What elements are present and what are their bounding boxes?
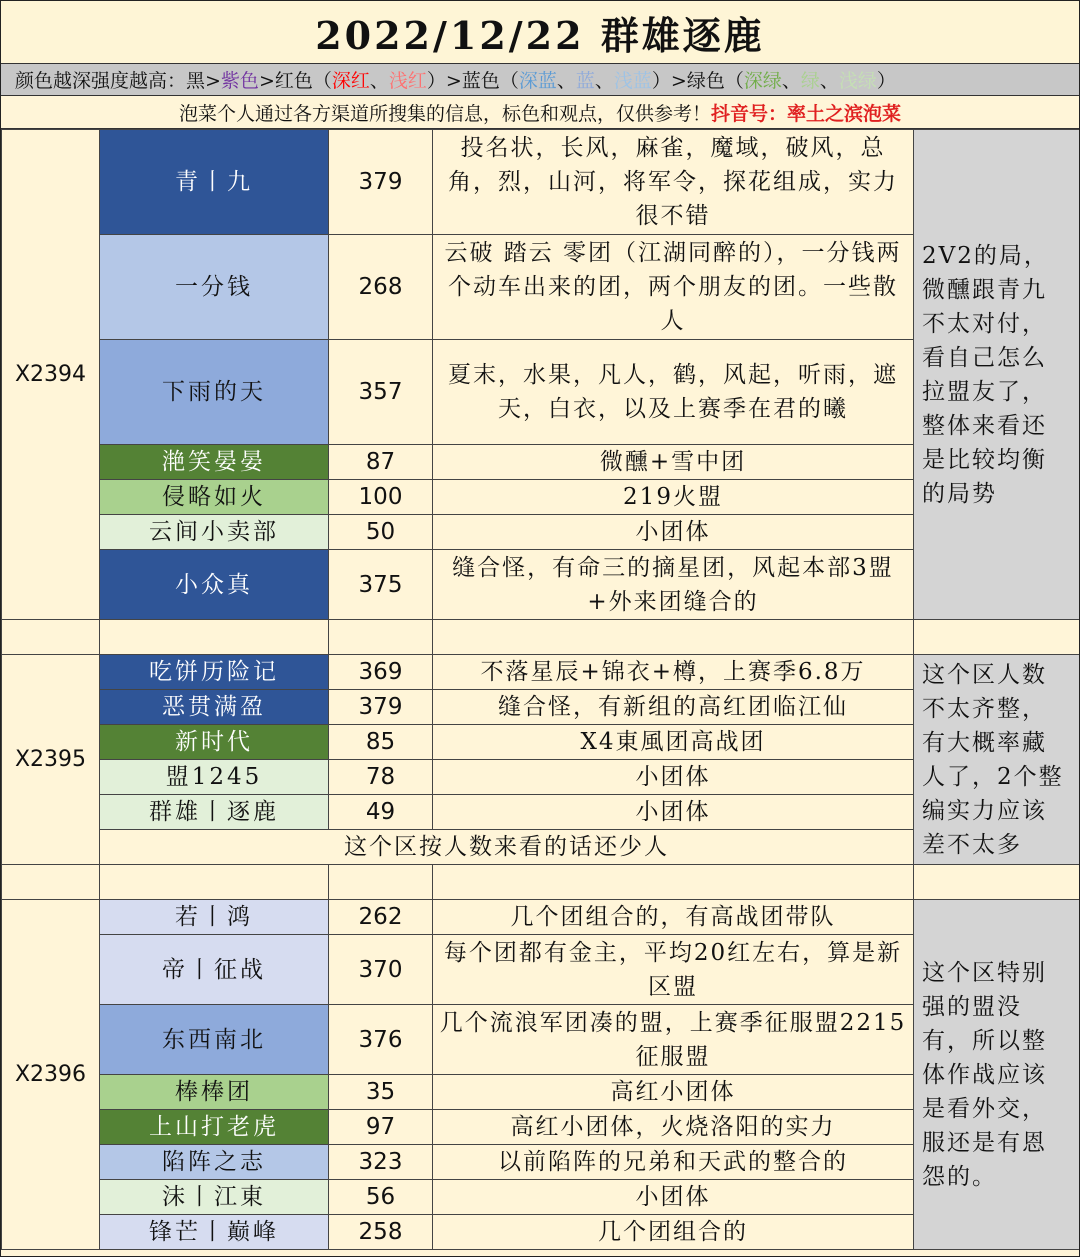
spacer-row (2, 620, 1080, 655)
server-id: X2396 (2, 900, 100, 1250)
member-count: 379 (329, 690, 433, 725)
member-count: 258 (329, 1215, 433, 1250)
alliance-description: 不落星辰+锦衣+樽，上赛季6.8万 (433, 655, 914, 690)
table-row (2, 130, 1080, 235)
member-count: 87 (329, 445, 433, 480)
alliance-name: 新时代 (100, 725, 329, 760)
legend-sep: 、 (594, 70, 614, 92)
legend-deep-red: 深红 (331, 70, 370, 92)
alliance-description: 缝合怪，有新组的高红团临江仙 (433, 690, 914, 725)
member-count: 49 (329, 795, 433, 830)
member-count: 35 (329, 1075, 433, 1110)
legend-sep: 、 (781, 70, 801, 92)
member-count: 357 (329, 340, 433, 445)
server-summary: 这个区特别强的盟没有，所以整体作战应该是看外交，服还是有恩怨的。 (914, 900, 1080, 1250)
server-summary: 2V2的局，微醺跟青九不太对付，看自己怎么拉盟友了，整体来看还是比较均衡的局势 (914, 130, 1080, 620)
member-count: 370 (329, 935, 433, 1005)
member-count: 85 (329, 725, 433, 760)
alliance-name: 群雄丨逐鹿 (100, 795, 329, 830)
legend-deep-green: 深绿 (743, 70, 782, 92)
server-footer-note: 这个区按人数来看的话还少人 (100, 830, 914, 865)
alliance-description: 高红小团体，火烧洛阳的实力 (433, 1110, 914, 1145)
member-count: 268 (329, 235, 433, 340)
spacer-cell (914, 620, 1080, 655)
alliance-name: 上山打老虎 (100, 1110, 329, 1145)
spacer-cell (433, 865, 914, 900)
alliance-description: 夏末，水果，凡人，鹤，风起，听雨，遮天，白衣，以及上赛季在君的曦 (433, 340, 914, 445)
alliance-description: 219火盟 (433, 480, 914, 515)
legend-blue: 蓝 (575, 70, 595, 92)
member-count: 262 (329, 900, 433, 935)
alliance-name: 小众真 (100, 550, 329, 620)
alliance-name: 下雨的天 (100, 340, 329, 445)
member-count: 376 (329, 1005, 433, 1075)
alliance-description: 几个流浪军团凑的盟，上赛季征服盟2215征服盟 (433, 1005, 914, 1075)
member-count: 323 (329, 1145, 433, 1180)
alliance-description: 小团体 (433, 515, 914, 550)
legend-sep: 、 (369, 70, 389, 92)
alliance-description: 云破 踏云 零团（江湖同醉的），一分钱两个动车出来的团，两个朋友的团。一些散人 (433, 235, 914, 340)
legend-light-green: 浅绿 (838, 70, 877, 92)
alliance-description: 小团体 (433, 1180, 914, 1215)
member-count: 56 (329, 1180, 433, 1215)
table-row (2, 900, 1080, 935)
server-id: X2395 (2, 655, 100, 865)
server-id: X2394 (2, 130, 100, 620)
spacer-cell (433, 620, 914, 655)
alliance-description: 每个团都有金主，平均20红左右，算是新区盟 (433, 935, 914, 1005)
alliance-name: 恶贯满盈 (100, 690, 329, 725)
spacer-cell (2, 865, 100, 900)
member-count: 375 (329, 550, 433, 620)
server-summary: 这个区人数不太齐整，有大概率藏人了，2个整编实力应该差不太多 (914, 655, 1080, 865)
alliance-description: 微醺+雪中团 (433, 445, 914, 480)
spacer-cell (914, 865, 1080, 900)
member-count: 97 (329, 1110, 433, 1145)
alliance-description: 投名状，长风，麻雀，魔域，破风，总角，烈，山河，将军令，探花组成，实力很不错 (433, 130, 914, 235)
alliance-name: 一分钱 (100, 235, 329, 340)
alliance-description: 高红小团体 (433, 1075, 914, 1110)
color-legend (1, 64, 1079, 96)
alliance-name: 滟笑晏晏 (100, 445, 329, 480)
alliance-name: 东西南北 (100, 1005, 329, 1075)
legend-green: 绿 (800, 70, 820, 92)
alliance-name: 棒棒团 (100, 1075, 329, 1110)
alliance-name: 吃饼历险记 (100, 655, 329, 690)
alliance-table (1, 129, 1080, 1250)
alliance-description: 缝合怪，有命三的摘星团，风起本部3盟+外来团缝合的 (433, 550, 914, 620)
legend-prefix: 颜色越深强度越高：黑> (15, 70, 221, 92)
legend-close: ） (876, 70, 896, 92)
alliance-description: 小团体 (433, 760, 914, 795)
legend-sep: 、 (556, 70, 576, 92)
alliance-name: 云间小卖部 (100, 515, 329, 550)
legend-light-blue: 浅蓝 (613, 70, 652, 92)
legend-purple: 紫色 (220, 70, 259, 92)
douyin-account: 抖音号：率土之滨泡菜 (711, 102, 902, 125)
alliance-description: X4東風团高战团 (433, 725, 914, 760)
alliance-description: 几个团组合的 (433, 1215, 914, 1250)
member-count: 379 (329, 130, 433, 235)
member-count: 50 (329, 515, 433, 550)
spacer-cell (2, 620, 100, 655)
page-title: 2022/12/22 群雄逐鹿 (1, 1, 1079, 64)
alliance-description: 以前陷阵的兄弟和天武的整合的 (433, 1145, 914, 1180)
alliance-description: 小团体 (433, 795, 914, 830)
legend-green-open: ）>绿色（ (651, 70, 744, 92)
member-count: 100 (329, 480, 433, 515)
alliance-name: 锋芒丨巅峰 (100, 1215, 329, 1250)
legend-red-open: >红色（ (258, 70, 332, 92)
alliance-name: 陷阵之志 (100, 1145, 329, 1180)
alliance-name: 青丨九 (100, 130, 329, 235)
member-count: 78 (329, 760, 433, 795)
alliance-name: 侵略如火 (100, 480, 329, 515)
spacer-cell (329, 620, 433, 655)
alliance-table-body (2, 130, 1080, 1250)
spacer-cell (100, 620, 329, 655)
legend-light-red: 浅红 (388, 70, 427, 92)
spacer-cell (100, 865, 329, 900)
notice-text: 泡菜个人通过各方渠道所搜集的信息，标色和观点，仅供参考！ (178, 102, 711, 125)
legend-blue-open: ）>蓝色（ (426, 70, 519, 92)
member-count: 369 (329, 655, 433, 690)
spacer-row (2, 865, 1080, 900)
legend-sep: 、 (819, 70, 839, 92)
alliance-name: 盟1245 (100, 760, 329, 795)
table-row (2, 655, 1080, 690)
alliance-name: 若丨鸿 (100, 900, 329, 935)
alliance-name: 帝丨征战 (100, 935, 329, 1005)
alliance-name: 沫丨江東 (100, 1180, 329, 1215)
notice-bar (1, 96, 1079, 129)
legend-deep-blue: 深蓝 (518, 70, 557, 92)
spacer-cell (329, 865, 433, 900)
alliance-description: 几个团组合的，有高战团带队 (433, 900, 914, 935)
